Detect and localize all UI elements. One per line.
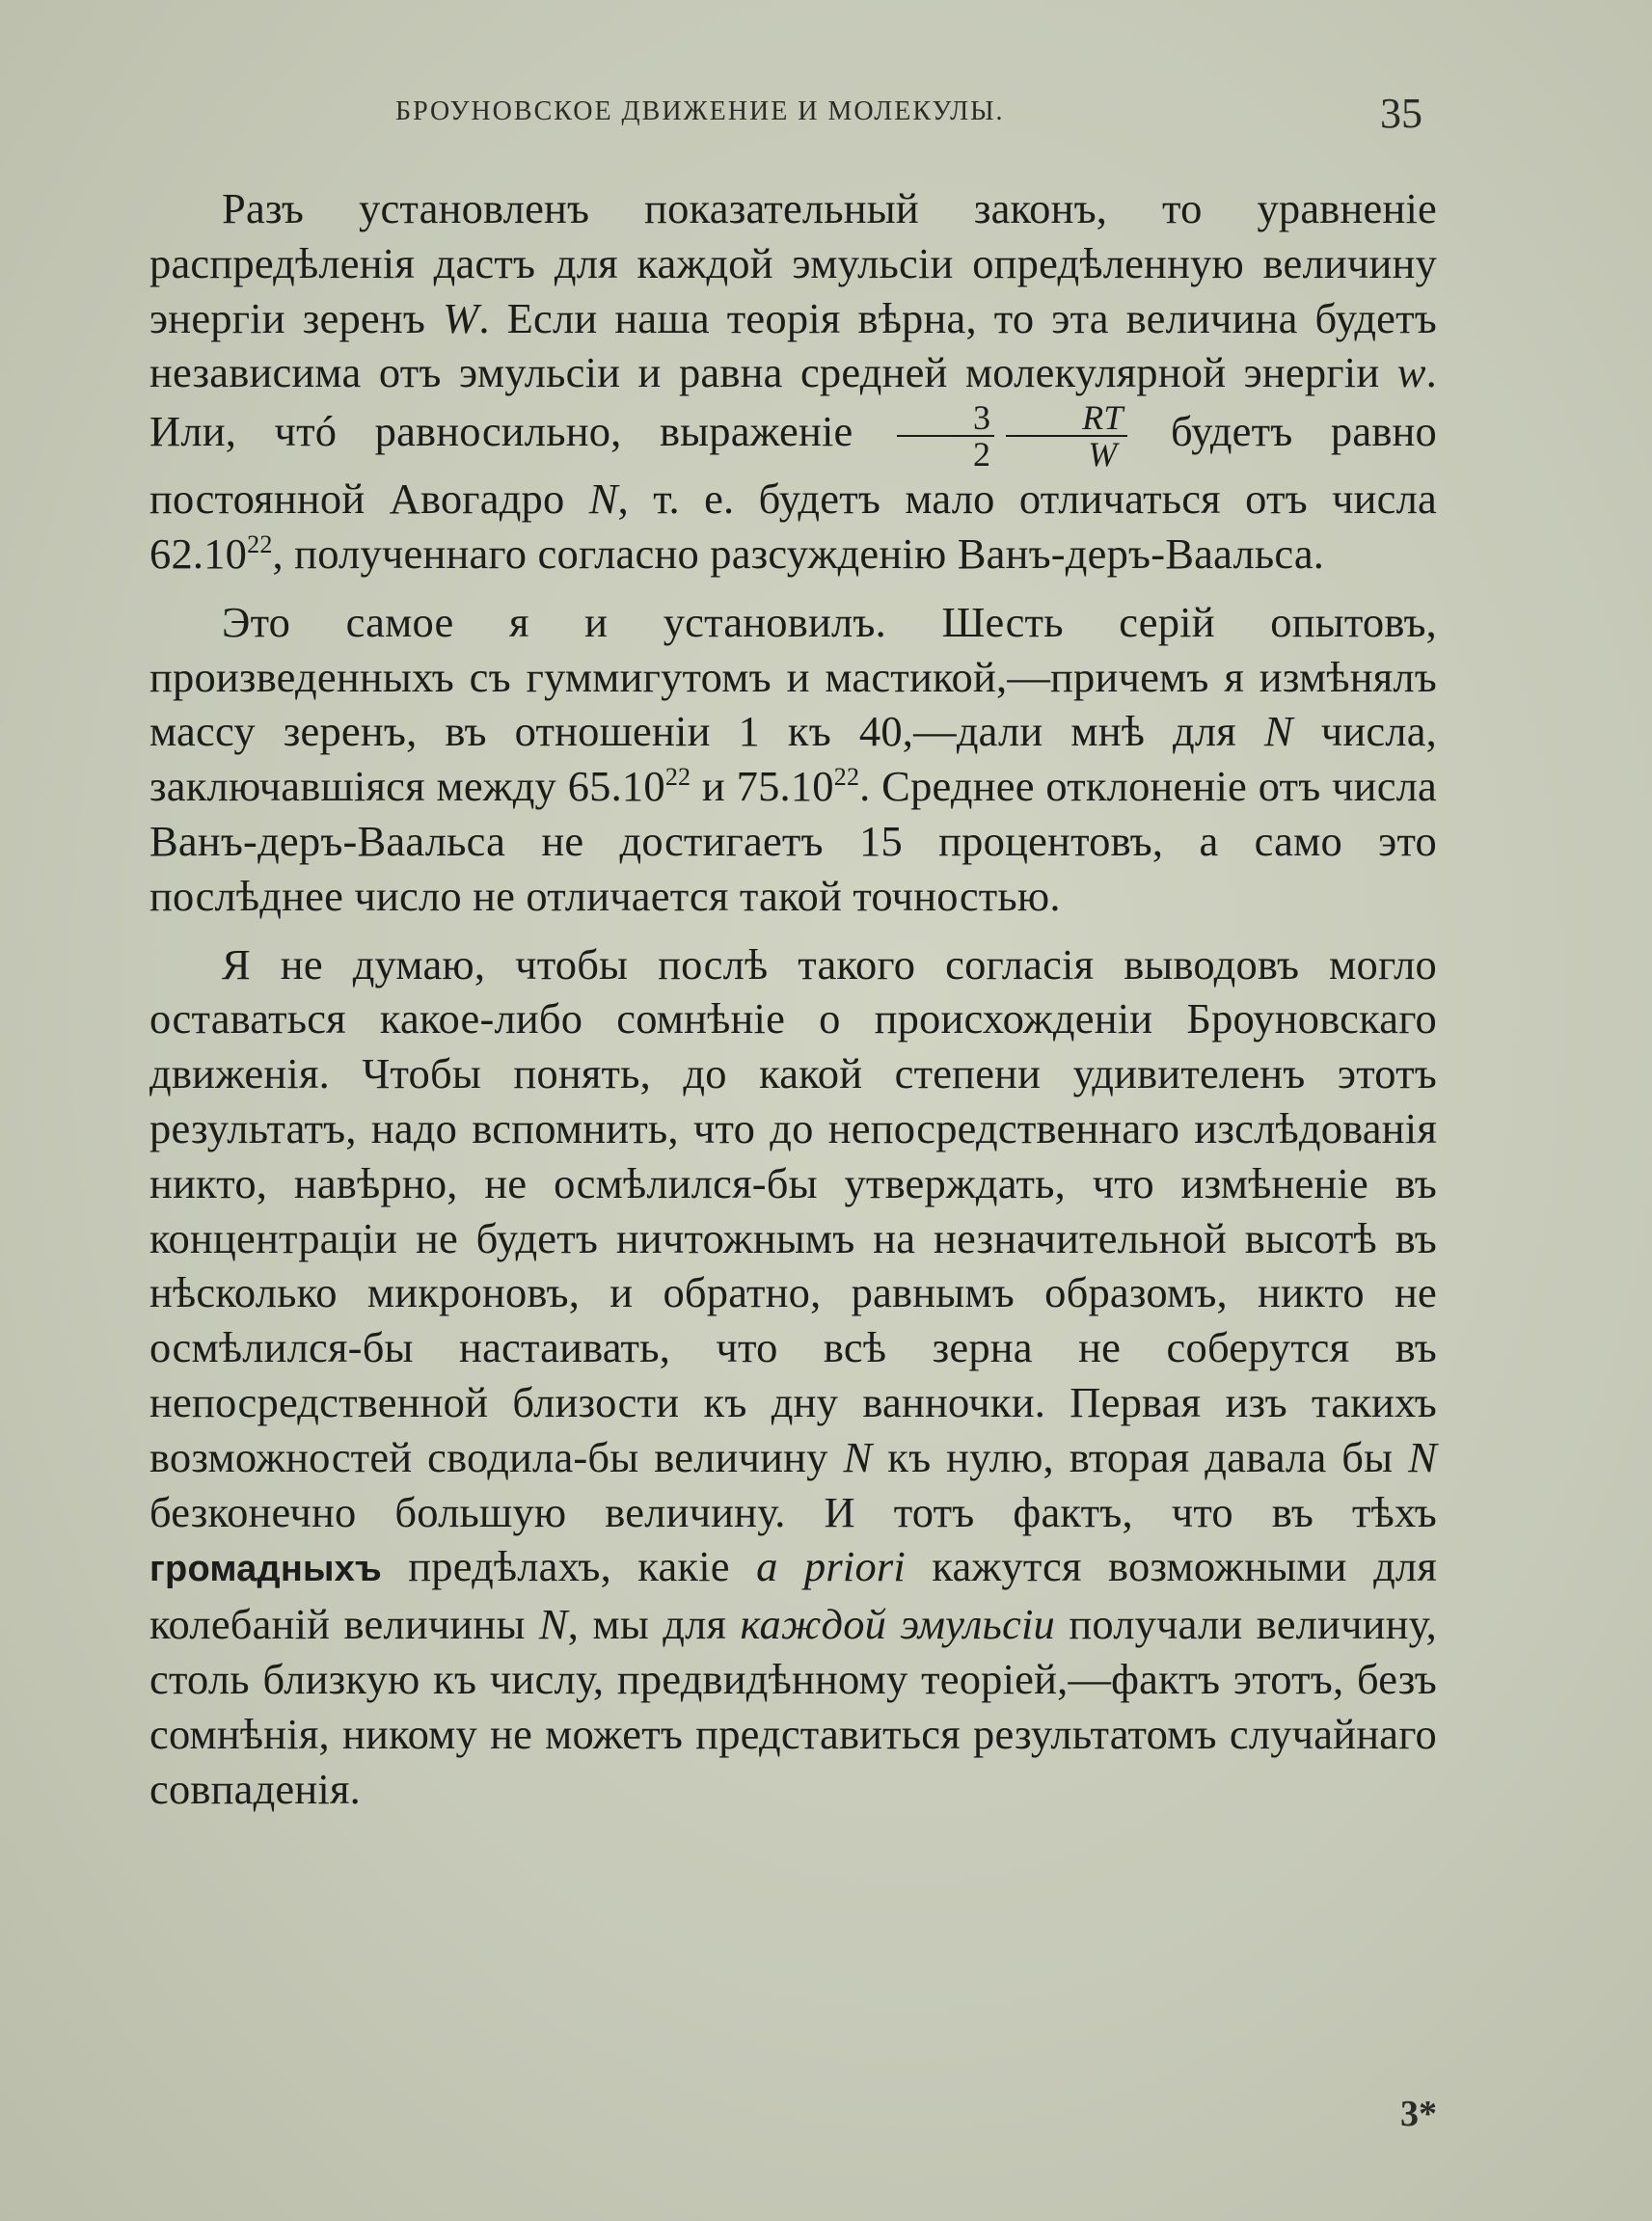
page-number: 35 — [1380, 90, 1422, 137]
text-run: , мы для — [567, 1600, 741, 1649]
italic-a-priori: a priori — [756, 1542, 906, 1591]
text-run: кажутся возможными для колебаній величины — [149, 1542, 1437, 1649]
body-text — [149, 181, 1437, 1816]
text-run: Я не думаю, чтобы послѣ такого согласія выводовъ могло оставаться какое-либо сомнѣніе о происхожденіи Броуновскаго движенія. Чтобы понять, до какой степени удивителенъ этотъ результатъ, надо вспомнить, что до непосредственнаго изслѣдованія никто, навѣрно, не осмѣлился-бы утверждать, что измѣненіе въ концентраціи не будетъ ничтожнымъ на незначительной высотѣ въ нѣсколько микроновъ, и обратно, равнымъ образомъ, никто не осмѣлился-бы настаивать, что всѣ зерна не соберутся въ непосредственной близости къ дну ванночки. Первая изъ такихъ возможностей сводила-бы величину — [149, 939, 1437, 1481]
symbol-w: w — [1396, 348, 1426, 397]
text-run: . Среднее отклоненіе отъ числа Ванъ-деръ-Ваальса не достигаетъ 15 процентовъ, а само это послѣднее число не отличается такой точностью. — [149, 762, 1438, 920]
fraction-numerator: RT — [1006, 400, 1126, 437]
paragraph-3 — [149, 937, 1437, 1817]
symbol-N: N — [588, 474, 618, 524]
paragraph-2 — [149, 595, 1437, 924]
page-header — [149, 89, 1422, 147]
symbol-N: N — [843, 1432, 873, 1481]
text-run: и 75.10 — [691, 762, 834, 811]
text-run: . Или, чтó равносильно, выраженіе — [149, 348, 1437, 456]
bold-word: громадныхъ — [149, 1549, 382, 1590]
fraction-numerator: 3 — [897, 400, 994, 437]
symbol-N: N — [538, 1600, 568, 1649]
fraction-denominator: W — [1088, 435, 1118, 474]
text-run: Это самое я и установилъ. Шесть серій опытовъ, произведенныхъ съ гуммигутомъ и мастикой,—причемъ я измѣнялъ массу зеренъ, въ отношеніи 1 къ 40,—дали мнѣ для — [149, 597, 1437, 756]
text-run: . Если наша теорія вѣрна, то эта величина будетъ независима отъ эмульсіи и равна средней молекулярной энергіи — [149, 293, 1437, 397]
fraction-denominator: 2 — [972, 435, 991, 474]
text-run: къ нулю, вторая давала бы — [872, 1432, 1409, 1481]
text-run: получали величину, столь близкую къ числу, предвидѣнному теоріей,—фактъ этотъ, безъ сомнѣнія, никому не можетъ представиться результатомъ случайнаго совпаденія. — [149, 1600, 1437, 1813]
text-run: Разъ установленъ показательный законъ, то уравненіе распредѣленія дастъ для каждой эмульсіи опредѣленную величину энергіи зеренъ — [149, 184, 1437, 342]
exponent: 22 — [247, 530, 273, 559]
signature-mark: 3* — [1400, 2094, 1437, 2134]
text-run: числа, заключавшіяся между 65.10 — [149, 707, 1437, 811]
text-run: , т. е. будетъ мало отличаться отъ числа 62.10 — [149, 474, 1437, 578]
symbol-W: W — [443, 293, 479, 342]
exponent: 22 — [664, 763, 691, 792]
text-run: будетъ равно постоянной Авогадро — [149, 407, 1437, 524]
paragraph-1 — [149, 181, 1437, 582]
italic-emphasis: каждой эмульсіи — [740, 1600, 1055, 1649]
symbol-N: N — [1263, 707, 1293, 756]
text-run: безконечно большую величину. И тотъ фактъ, что въ тѣхъ — [149, 1487, 1437, 1536]
text-run: предѣлахъ, какіе — [381, 1542, 757, 1591]
fraction-three-halves — [897, 400, 994, 472]
fraction-rt-over-w — [1006, 400, 1126, 472]
text-run: , полученнаго согласно разсужденію Ванъ-деръ-Ваальса. — [272, 528, 1325, 578]
running-head: БРОУНОВСКОЕ ДВИЖЕНИЕ И МОЛЕКУЛЫ. — [395, 96, 1005, 126]
exponent: 22 — [833, 763, 860, 792]
symbol-N: N — [1408, 1432, 1437, 1481]
